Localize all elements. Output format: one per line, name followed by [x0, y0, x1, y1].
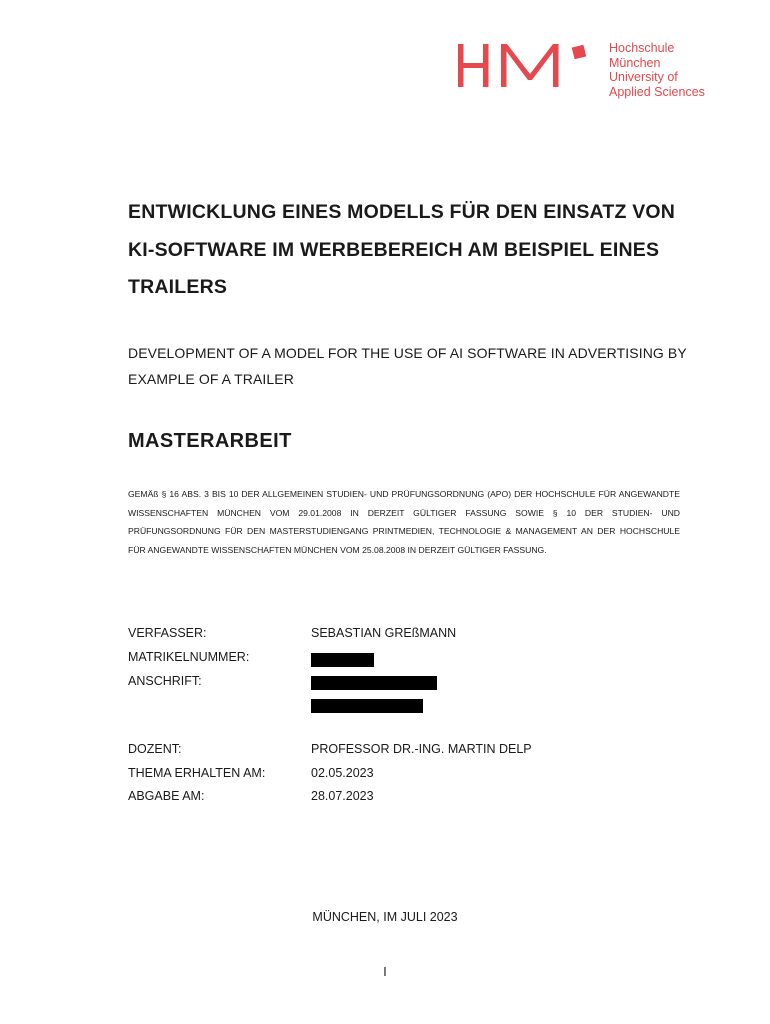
city-date: MÜNCHEN, IM JULI 2023 [312, 910, 458, 924]
thesis-title-english: DEVELOPMENT OF A MODEL FOR THE USE OF AI SOFTWARE IN ADVERTISING BY EXAMPLE OF A TRAILER [128, 345, 687, 387]
matriculation-redaction [311, 653, 374, 667]
logo-line-4: Applied Sciences [609, 84, 705, 99]
supervisor-label: DOZENT: [128, 742, 182, 756]
document-type-heading: MASTERARBEIT [128, 430, 292, 452]
topic-received-label: THEMA ERHALTEN AM: [128, 766, 266, 780]
logo-line-3: University of [609, 70, 678, 84]
author-label: VERFASSER: [128, 626, 207, 640]
logo-line-1: Hochschule [609, 41, 675, 55]
submission-label: ABGABE AM: [128, 789, 205, 803]
author-value: SEBASTIAN GREßMANN [311, 626, 457, 640]
logo-line-2: München [609, 55, 661, 70]
address-redaction-line-1 [311, 676, 437, 690]
submission-value: 28.07.2023 [311, 789, 374, 803]
legal-basis-text: GEMÄß § 16 ABS. 3 BIS 10 DER ALLGEMEINEN STUDIEN- UND PRÜFUNGSORDNUNG (APO) DER HOCHSCHULE FÜR ANGEWANDTE WISSENSCHAFTEN MÜNCHEN VOM 29.01.2008 IN DERZEIT GÜLTIGER FASSUNG SOWIE § 10 DER STUDIEN- UND PRÜFUNGSORDNUNG FÜR DEN MASTERSTUDIENGANG PRINTMEDIEN, TECHNOLOGIE & MANAGEMENT AN DER HOCHSCHULE FÜR ANGEWANDTE WISSENSCHAFTEN MÜNCHEN VOM 25.08.2008 IN DERZEIT GÜLTIGER FASSUNG. [128, 489, 680, 555]
matriculation-label: MATRIKELNUMMER: [128, 650, 250, 664]
logo-wordmark [609, 41, 705, 99]
address-label: ANSCHRIFT: [128, 674, 202, 688]
supervisor-value: PROFESSOR DR.-ING. MARTIN DELP [311, 742, 532, 756]
page-number: I [383, 965, 387, 979]
thesis-title-german: ENTWICKLUNG EINES MODELLS FÜR DEN EINSATZ VON KI-SOFTWARE IM WERBEBEREICH AM BEISPIEL EINES TRAILERS [128, 201, 676, 298]
topic-received-value: 02.05.2023 [311, 766, 374, 780]
university-logo [456, 40, 726, 100]
hm-logo-mark-icon [456, 40, 606, 90]
address-redaction-line-2 [311, 699, 423, 713]
